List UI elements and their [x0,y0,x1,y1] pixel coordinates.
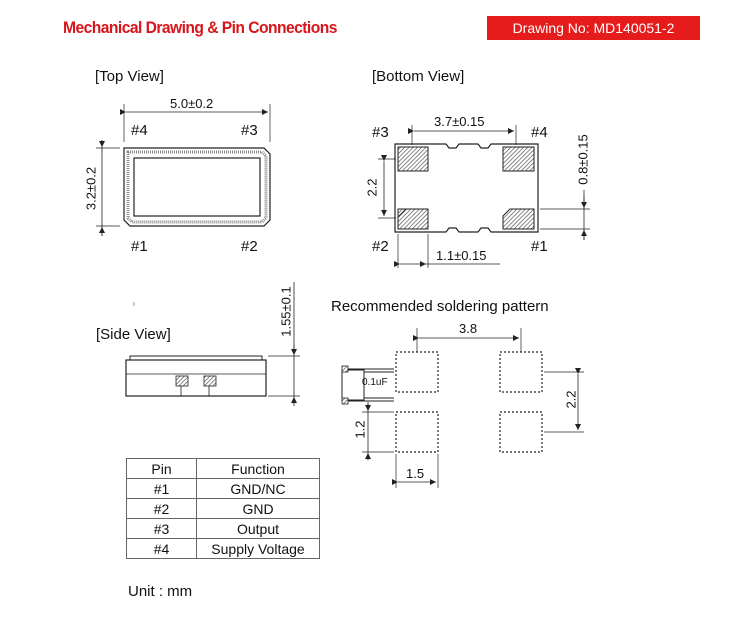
unit-label: Unit : mm [128,583,193,600]
table-row [127,499,320,519]
top-view-label: [Top View] [95,68,164,85]
table-header-row [127,459,320,479]
table-cell-function: Output [197,519,320,539]
bottom-pad-pitch-dim: 2.2 [364,178,380,197]
drawing-number-badge: Drawing No: MD140051-2 [487,16,700,40]
side-view-label: [Side View] [96,326,171,343]
table-cell-pin: #3 [127,519,197,539]
solder-pad-height-dim: 1.2 [352,420,368,439]
bottom-pin-1: #1 [531,238,548,255]
solder-pattern-label: Recommended soldering pattern [331,298,549,315]
table-row [127,479,320,499]
solder-vertical-pitch-dim: 2.2 [563,390,579,409]
table-cell-function: Supply Voltage [197,539,320,559]
top-view-body [124,148,270,226]
top-pin-1: #1 [131,238,148,255]
table-header-pin: Pin [127,459,197,479]
top-pin-3: #3 [241,122,258,139]
top-width-dim: 5.0±0.2 [170,96,214,111]
top-height-dim: 3.2±0.2 [83,166,99,211]
side-height-dim: 1.55±0.1 [278,286,294,337]
pin-function-table [126,458,320,559]
capacitor-label: 0.1uF [362,377,388,388]
table-cell-function: GND/NC [197,479,320,499]
solder-pads [396,352,542,452]
table-cell-function: GND [197,499,320,519]
side-view-body [126,356,266,396]
bottom-view-label: [Bottom View] [372,68,465,85]
solder-spacing-dim: 3.8 [459,321,478,336]
bottom-pad-spacing-dim: 3.7±0.15 [434,114,485,129]
bottom-pad-width-dim: 1.1±0.15 [436,248,487,263]
bottom-pad-height-dim: 0.8±0.15 [575,134,591,185]
bottom-pin-3: #3 [372,124,389,141]
table-cell-pin: #1 [127,479,197,499]
page-title: Mechanical Drawing & Pin Connections [63,18,337,37]
top-pin-4: #4 [131,122,148,139]
table-row [127,539,320,559]
bottom-pin-4: #4 [531,124,548,141]
top-pin-2: #2 [241,238,258,255]
table-cell-pin: #2 [127,499,197,519]
bottom-pin-2: #2 [372,238,389,255]
table-row [127,519,320,539]
table-cell-pin: #4 [127,539,197,559]
table-header-function: Function [197,459,320,479]
solder-pad-width-dim: 1.5 [406,466,425,481]
